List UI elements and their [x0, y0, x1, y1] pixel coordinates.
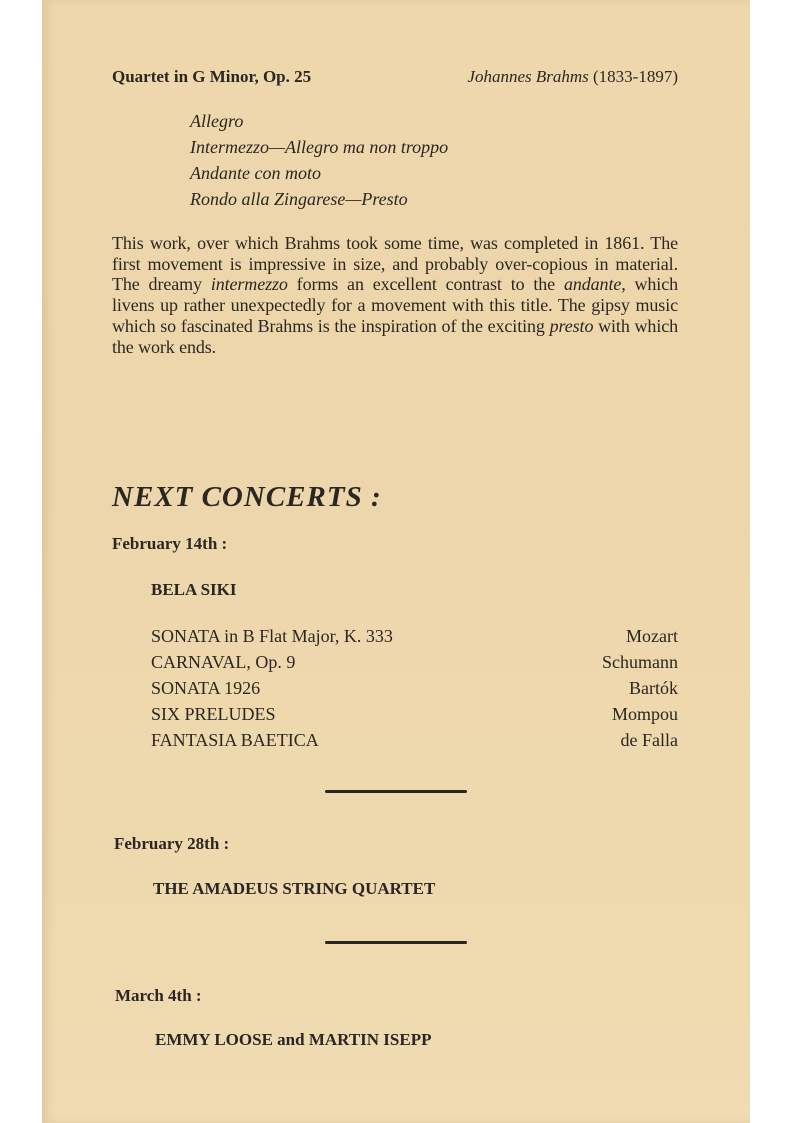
notes-text: with which the work ends. — [112, 315, 679, 357]
notes-text: forms an excellent contrast to the — [287, 274, 564, 295]
piece-title: SIX PRELUDES — [151, 704, 276, 724]
next-concerts-heading: NEXT CONCERTS : — [112, 481, 382, 513]
notes-text: This work, over which Brahms took some time, was completed in 1861. The first movement is impressive in size, and probably over-copious in material. The dreamy — [112, 233, 678, 295]
concert-date: February 28th : — [114, 834, 230, 853]
programme-row — [151, 675, 678, 701]
concert-performer: BELA SIKI — [151, 580, 237, 599]
concert-performer: THE AMADEUS STRING QUARTET — [153, 879, 436, 898]
concert-programme — [151, 623, 678, 753]
section-divider — [325, 941, 467, 944]
notes-text: which livens up rather unexpectedly for a movement with this title. The gipsy music which so fascinated Brahms is the inspiration of the exciting — [112, 274, 679, 336]
composer-credit — [467, 67, 678, 87]
piece-title: CARNAVAL, Op. 9 — [151, 652, 296, 672]
piece-title: SONATA in B Flat Major, K. 333 — [151, 626, 393, 646]
piece-composer: Bartók — [629, 678, 678, 698]
movement-item: Allegro — [190, 111, 244, 131]
piece-title: FANTASIA BAETICA — [151, 730, 319, 750]
composer-name: Johannes Brahms — [467, 67, 589, 86]
composer-dates: (1833-1897) — [593, 67, 678, 86]
programme-row — [151, 649, 678, 675]
programme-row — [151, 701, 678, 727]
piece-composer: Schumann — [602, 652, 678, 672]
notes-emphasis: intermezzo — [210, 274, 288, 295]
notes-emphasis: andante, — [563, 274, 626, 295]
programme-notes — [112, 233, 678, 357]
piece-title: SONATA 1926 — [151, 678, 261, 698]
concert-performer: EMMY LOOSE and MARTIN ISEPP — [155, 1030, 432, 1049]
work-title: Quartet in G Minor, Op. 25 — [112, 67, 312, 86]
movement-item: Andante con moto — [190, 163, 321, 183]
piece-composer: Mozart — [626, 626, 678, 646]
programme-row — [151, 727, 678, 753]
notes-emphasis: presto — [549, 315, 594, 336]
movement-item: Intermezzo—Allegro ma non troppo — [190, 137, 449, 157]
piece-composer: Mompou — [611, 704, 678, 724]
movement-list — [190, 108, 448, 212]
piece-composer: de Falla — [620, 730, 678, 750]
section-divider — [325, 790, 467, 793]
programme-row — [151, 623, 678, 649]
movement-item: Rondo alla Zingarese—Presto — [190, 189, 408, 209]
concert-date: March 4th : — [115, 986, 202, 1005]
concert-date: February 14th : — [112, 534, 228, 553]
